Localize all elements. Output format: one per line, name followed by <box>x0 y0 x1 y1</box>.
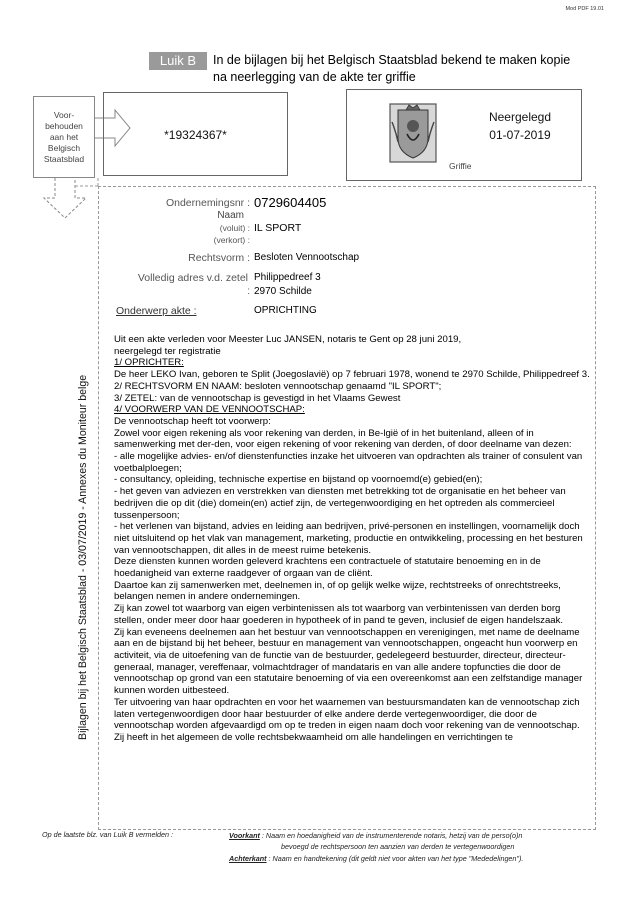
reserved-line: behouden <box>45 121 83 131</box>
reserved-line: Belgisch <box>47 143 81 153</box>
body-paragraph: Zij kan zowel tot waarborg van eigen verbintenissen als tot waarborg van verbintenissen van derden borg stellen, onder meer door haar goederen in hypotheek of in pand te geven, inclusief de eigen handelszaak. <box>114 603 564 626</box>
name-full-label: (voluit) : <box>219 223 250 233</box>
footer-voorkant-text: : Naam en hoedanigheid van de instrumenterende notaris, hetzij van de perso(o)n <box>259 831 523 840</box>
footer-achterkant-label: Achterkant <box>229 853 267 863</box>
reserved-line: aan het <box>49 132 79 142</box>
body-paragraph: Deze diensten kunnen worden geleverd krachtens een contractuele of statutaire benoeming en in de hoedanigheid van externe raadgever of orgaan van de cliënt. <box>114 556 541 580</box>
page-title-line-1: In de bijlagen bij het Belgisch Staatsblad bekend te maken kopie <box>213 53 571 67</box>
down-arrow-icon <box>44 178 86 218</box>
footer-instruction: Op de laatste blz. van Luik B vermelden : <box>42 830 174 839</box>
section-heading: 4/ VOORWERP VAN DE VENNOOTSCHAP: <box>114 404 305 416</box>
footer-voorkant-text-2: bevoegd de rechtspersoon ten aanzien van derden te vertegenwoordigen <box>281 842 515 852</box>
stamp-date: 01-07-2019 <box>489 128 551 142</box>
form-model-label: Mod PDF 19.01 <box>565 6 604 12</box>
address-line-1: Philippedreef 3 <box>254 272 321 283</box>
page-title-line-2: na neerlegging van de akte ter griffie <box>213 70 416 84</box>
footer-notes <box>229 830 599 864</box>
footer-achterkant-line <box>229 853 599 864</box>
body-paragraph: neergelegd ter registratie <box>114 345 221 357</box>
legal-form-label: Rechtsvorm : <box>188 252 250 264</box>
address-colon: : <box>247 286 250 297</box>
body-paragraph: De heer LEKO Ivan, geboren te Split (Joegoslavië) op 7 februari 1978, wonend te 2970 Schilde, Philippedreef 3. <box>114 369 590 381</box>
reserved-line: Voor- <box>53 110 75 120</box>
reference-number: *19324367* <box>164 128 227 142</box>
stamp-griffie-label: Griffie <box>449 161 472 171</box>
address-label: Volledig adres v.d. zetel <box>137 272 248 284</box>
footer-voorkant-label: Voorkant <box>229 831 260 840</box>
belgian-coat-of-arms-icon <box>388 102 438 164</box>
company-number-value: 0729604405 <box>254 195 327 210</box>
body-paragraph: Zij heeft in het algemeen de volle rechtsbekwaamheid om alle handelingen en verrichtingen te <box>114 731 513 743</box>
name-label: Naam <box>217 210 244 221</box>
stamp-status: Neergelegd <box>488 110 552 124</box>
footer-voorkant-line <box>229 830 599 841</box>
body-paragraph: Uit een akte verleden voor Meester Luc JANSEN, notaris te Gent op 28 juni 2019, <box>114 334 462 345</box>
address-line-2: 2970 Schilde <box>254 286 312 297</box>
body-paragraph: - het verlenen van bijstand, advies en leiding aan bedrijven, privé-personen en instellingen, voornamelijk doch niet uitsluitend op het vlak van management, marketing, productie en ontwikkeling, processing en het besturen van vennootschappen, dit alles in de meest ruime betekenis. <box>114 521 583 556</box>
luik-badge: Luik B <box>149 52 207 70</box>
body-paragraph: Ter uitvoering van haar opdrachten en voor het waarnemen van bestuursmandaten kan de vennootschap zich laten vertegenwoordigen door haar bestuurder of elke andere derde vertegenwoordiger, die door de vennootschap worden afgevaardigd om op te treden in eigen naam doch voor rekening van de vennootschap. <box>114 696 580 732</box>
body-paragraph: - alle mogelijke advies- en/of dienstenfuncties inzake het uitvoeren van opdrachten als trainer of consulent van voetbalploegen; <box>114 451 583 474</box>
body-paragraph: 3/ ZETEL: van de vennootschap is gevestigd in het Vlaams Gewest <box>114 392 401 404</box>
reserved-line: Staatsblad <box>43 154 85 164</box>
name-short-label: (verkort) : <box>213 235 250 245</box>
side-annotation-text: Bijlagen bij het Belgisch Staatsblad - 03/07/2019 - Annexes du Moniteur belge <box>77 374 89 740</box>
body-paragraph: 2/ RECHTSVORM EN NAAM: besloten vennootschap genaamd "IL SPORT"; <box>114 380 442 392</box>
deed-body <box>114 334 592 744</box>
body-paragraph: - consultancy, opleiding, technische expertise en bijstand op voornoemd(e) gebied(en); <box>114 474 483 486</box>
subject-label: Onderwerp akte : <box>116 305 197 317</box>
company-number-label: Ondernemingsnr : <box>165 197 250 209</box>
body-paragraph: De vennootschap heeft tot voorwerp: <box>114 415 271 427</box>
legal-form-value: Besloten Vennootschap <box>254 252 360 263</box>
subject-value: OPRICHTING <box>254 305 317 316</box>
body-paragraph: Zowel voor eigen rekening als voor rekening van derden, in Be-lgië of in het buitenland, alleen of in samenwerking met der-den, voor eigen rekening of voor rekening van derden, of door deelname van dezen: <box>114 427 572 451</box>
body-paragraph: - het geven van adviezen en verstrekken van diensten met betrekking tot de organisatie en het beheer van bedrijven die op dit (die) domein(en) actief zijn, de vertegenwoordiging en het optreden als commercieel tussenpersoon; <box>114 486 566 521</box>
footer-achterkant-text: : Naam en handtekening (dit geldt niet voor akten van het type "Mededelingen"). <box>266 853 524 863</box>
body-paragraph: Daartoe kan zij samenwerken met, deelnemen in, of op gelijk welke wijze, rechtstreeks of onrechtstreeks, belangen nemen in andere ondernemingen. <box>114 579 561 603</box>
body-paragraph: Zij kan eveneens deelnemen aan het bestuur van vennootschappen en verenigingen, met name de deelname aan en de bijstand bij het beheer, bestuur en management van vennootschappen, ongeacht hun voorwerp en activiteit, via de uitoefening van de functie van de bestuurder, gedelegeerd bestuurder, directeur, directeur-generaal, manager, vereffenaar, volmachtdrager of mandataris en van alle andere topfuncties die door de vennootschap op grond van een statutaire benoeming of via een overeenkomst aan een zelfstandige manager kunnen worden uitbesteed. <box>114 626 583 697</box>
name-full-value: IL SPORT <box>254 222 302 234</box>
section-heading: 1/ OPRICHTER: <box>114 357 184 369</box>
